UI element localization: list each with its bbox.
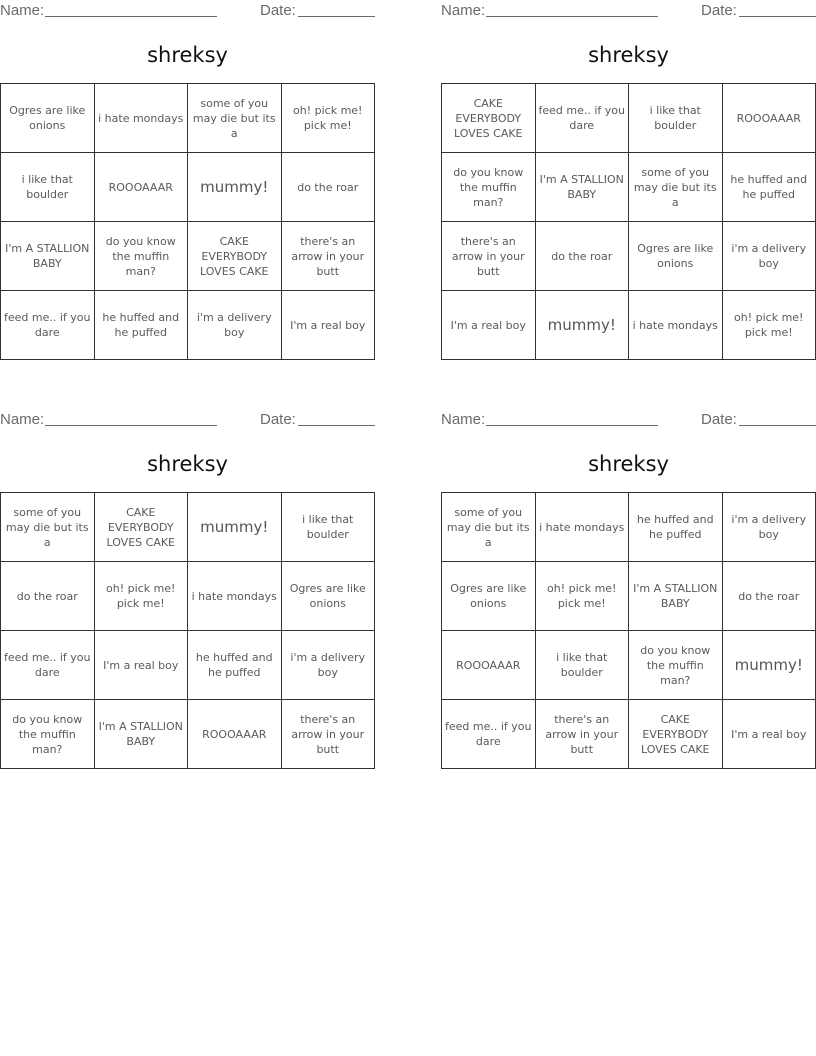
bingo-cell: ROOOAAAR [442, 631, 536, 700]
grid-row [442, 222, 816, 291]
bingo-cell: ROOOAAAR [188, 700, 282, 769]
grid-row [442, 700, 816, 769]
bingo-cell: feed me.. if you dare [442, 700, 536, 769]
bingo-cell: I'm a real boy [442, 291, 536, 360]
bingo-cell: CAKE EVERYBODY LOVES CAKE [442, 84, 536, 153]
bingo-cell: mummy! [535, 291, 629, 360]
bingo-cell: he huffed and he puffed [629, 493, 723, 562]
name-label: Name: [441, 2, 486, 19]
bingo-cell: Ogres are like onions [281, 562, 375, 631]
bingo-cell: some of you may die but its a [188, 84, 282, 153]
bingo-cell: i like that boulder [281, 493, 375, 562]
name-date-header [441, 409, 816, 431]
bingo-cell: i'm a delivery boy [281, 631, 375, 700]
grid-row [442, 493, 816, 562]
bingo-cell: I'm a real boy [281, 291, 375, 360]
bingo-grid [441, 83, 816, 360]
bingo-cell: i like that boulder [535, 631, 629, 700]
grid-row [1, 153, 375, 222]
bingo-cell: there's an arrow in your butt [281, 700, 375, 769]
bingo-cell: I'm a real boy [94, 631, 188, 700]
bingo-cell: CAKE EVERYBODY LOVES CAKE [629, 700, 723, 769]
date-label: Date: [260, 2, 296, 19]
bingo-cell: there's an arrow in your butt [535, 700, 629, 769]
bingo-cell: mummy! [188, 153, 282, 222]
name-blank-line [486, 16, 658, 17]
date-blank-line [739, 425, 816, 426]
bingo-cell: I'm A STALLION BABY [94, 700, 188, 769]
bingo-cell: do you know the muffin man? [629, 631, 723, 700]
name-date-header [0, 409, 375, 431]
bingo-cell: I'm A STALLION BABY [535, 153, 629, 222]
bingo-cell: i like that boulder [1, 153, 95, 222]
name-label: Name: [441, 411, 486, 428]
bingo-cell: mummy! [188, 493, 282, 562]
bingo-cell: feed me.. if you dare [1, 291, 95, 360]
grid-row [442, 84, 816, 153]
date-blank-line [739, 16, 816, 17]
bingo-grid [0, 492, 375, 769]
bingo-cell: I'm A STALLION BABY [1, 222, 95, 291]
bingo-cell: oh! pick me! pick me! [535, 562, 629, 631]
bingo-cell: he huffed and he puffed [188, 631, 282, 700]
bingo-cell: I'm a real boy [722, 700, 816, 769]
grid-row [1, 631, 375, 700]
date-label: Date: [260, 411, 296, 428]
bingo-cell: CAKE EVERYBODY LOVES CAKE [188, 222, 282, 291]
bingo-card [0, 409, 375, 756]
grid-row [1, 562, 375, 631]
bingo-cell: i hate mondays [94, 84, 188, 153]
bingo-cell: feed me.. if you dare [1, 631, 95, 700]
bingo-cell: some of you may die but its a [629, 153, 723, 222]
bingo-cell: i hate mondays [535, 493, 629, 562]
bingo-cell: feed me.. if you dare [535, 84, 629, 153]
bingo-cell: some of you may die but its a [1, 493, 95, 562]
name-label: Name: [0, 2, 45, 19]
name-blank-line [45, 16, 217, 17]
card-title: shreksy [588, 43, 669, 67]
bingo-cell: oh! pick me! pick me! [722, 291, 816, 360]
bingo-cell: do you know the muffin man? [94, 222, 188, 291]
name-blank-line [45, 425, 217, 426]
bingo-card [441, 0, 816, 339]
bingo-cell: Ogres are like onions [1, 84, 95, 153]
bingo-cell: i'm a delivery boy [722, 493, 816, 562]
name-date-header [0, 0, 375, 22]
date-blank-line [298, 16, 375, 17]
name-label: Name: [0, 411, 45, 428]
bingo-cell: i'm a delivery boy [188, 291, 282, 360]
bingo-cell: Ogres are like onions [442, 562, 536, 631]
bingo-cell: i like that boulder [629, 84, 723, 153]
bingo-cell: i hate mondays [188, 562, 282, 631]
grid-row [1, 222, 375, 291]
grid-row [1, 84, 375, 153]
card-title: shreksy [588, 452, 669, 476]
bingo-cell: mummy! [722, 631, 816, 700]
grid-row [1, 493, 375, 562]
bingo-cell: do you know the muffin man? [1, 700, 95, 769]
grid-row [442, 153, 816, 222]
bingo-cell: ROOOAAAR [94, 153, 188, 222]
bingo-grid [441, 492, 816, 769]
date-blank-line [298, 425, 375, 426]
name-date-header [441, 0, 816, 22]
bingo-cell: i'm a delivery boy [722, 222, 816, 291]
bingo-cell: oh! pick me! pick me! [94, 562, 188, 631]
grid-row [442, 562, 816, 631]
bingo-cell: i hate mondays [629, 291, 723, 360]
grid-row [1, 291, 375, 360]
bingo-cell: CAKE EVERYBODY LOVES CAKE [94, 493, 188, 562]
grid-row [1, 700, 375, 769]
bingo-cell: do the roar [722, 562, 816, 631]
bingo-cell: do the roar [281, 153, 375, 222]
bingo-cell: oh! pick me! pick me! [281, 84, 375, 153]
grid-row [442, 291, 816, 360]
bingo-cell: I'm A STALLION BABY [629, 562, 723, 631]
date-label: Date: [701, 2, 737, 19]
grid-row [442, 631, 816, 700]
bingo-card [0, 0, 375, 339]
bingo-cell: he huffed and he puffed [722, 153, 816, 222]
bingo-grid [0, 83, 375, 360]
name-blank-line [486, 425, 658, 426]
date-label: Date: [701, 411, 737, 428]
bingo-cell: there's an arrow in your butt [281, 222, 375, 291]
bingo-cell: some of you may die but its a [442, 493, 536, 562]
bingo-cell: Ogres are like onions [629, 222, 723, 291]
card-title: shreksy [147, 43, 228, 67]
bingo-cell: do you know the muffin man? [442, 153, 536, 222]
bingo-cell: do the roar [535, 222, 629, 291]
bingo-card [441, 409, 816, 756]
bingo-cell: ROOOAAAR [722, 84, 816, 153]
bingo-cell: do the roar [1, 562, 95, 631]
card-title: shreksy [147, 452, 228, 476]
bingo-cell: there's an arrow in your butt [442, 222, 536, 291]
bingo-cell: he huffed and he puffed [94, 291, 188, 360]
